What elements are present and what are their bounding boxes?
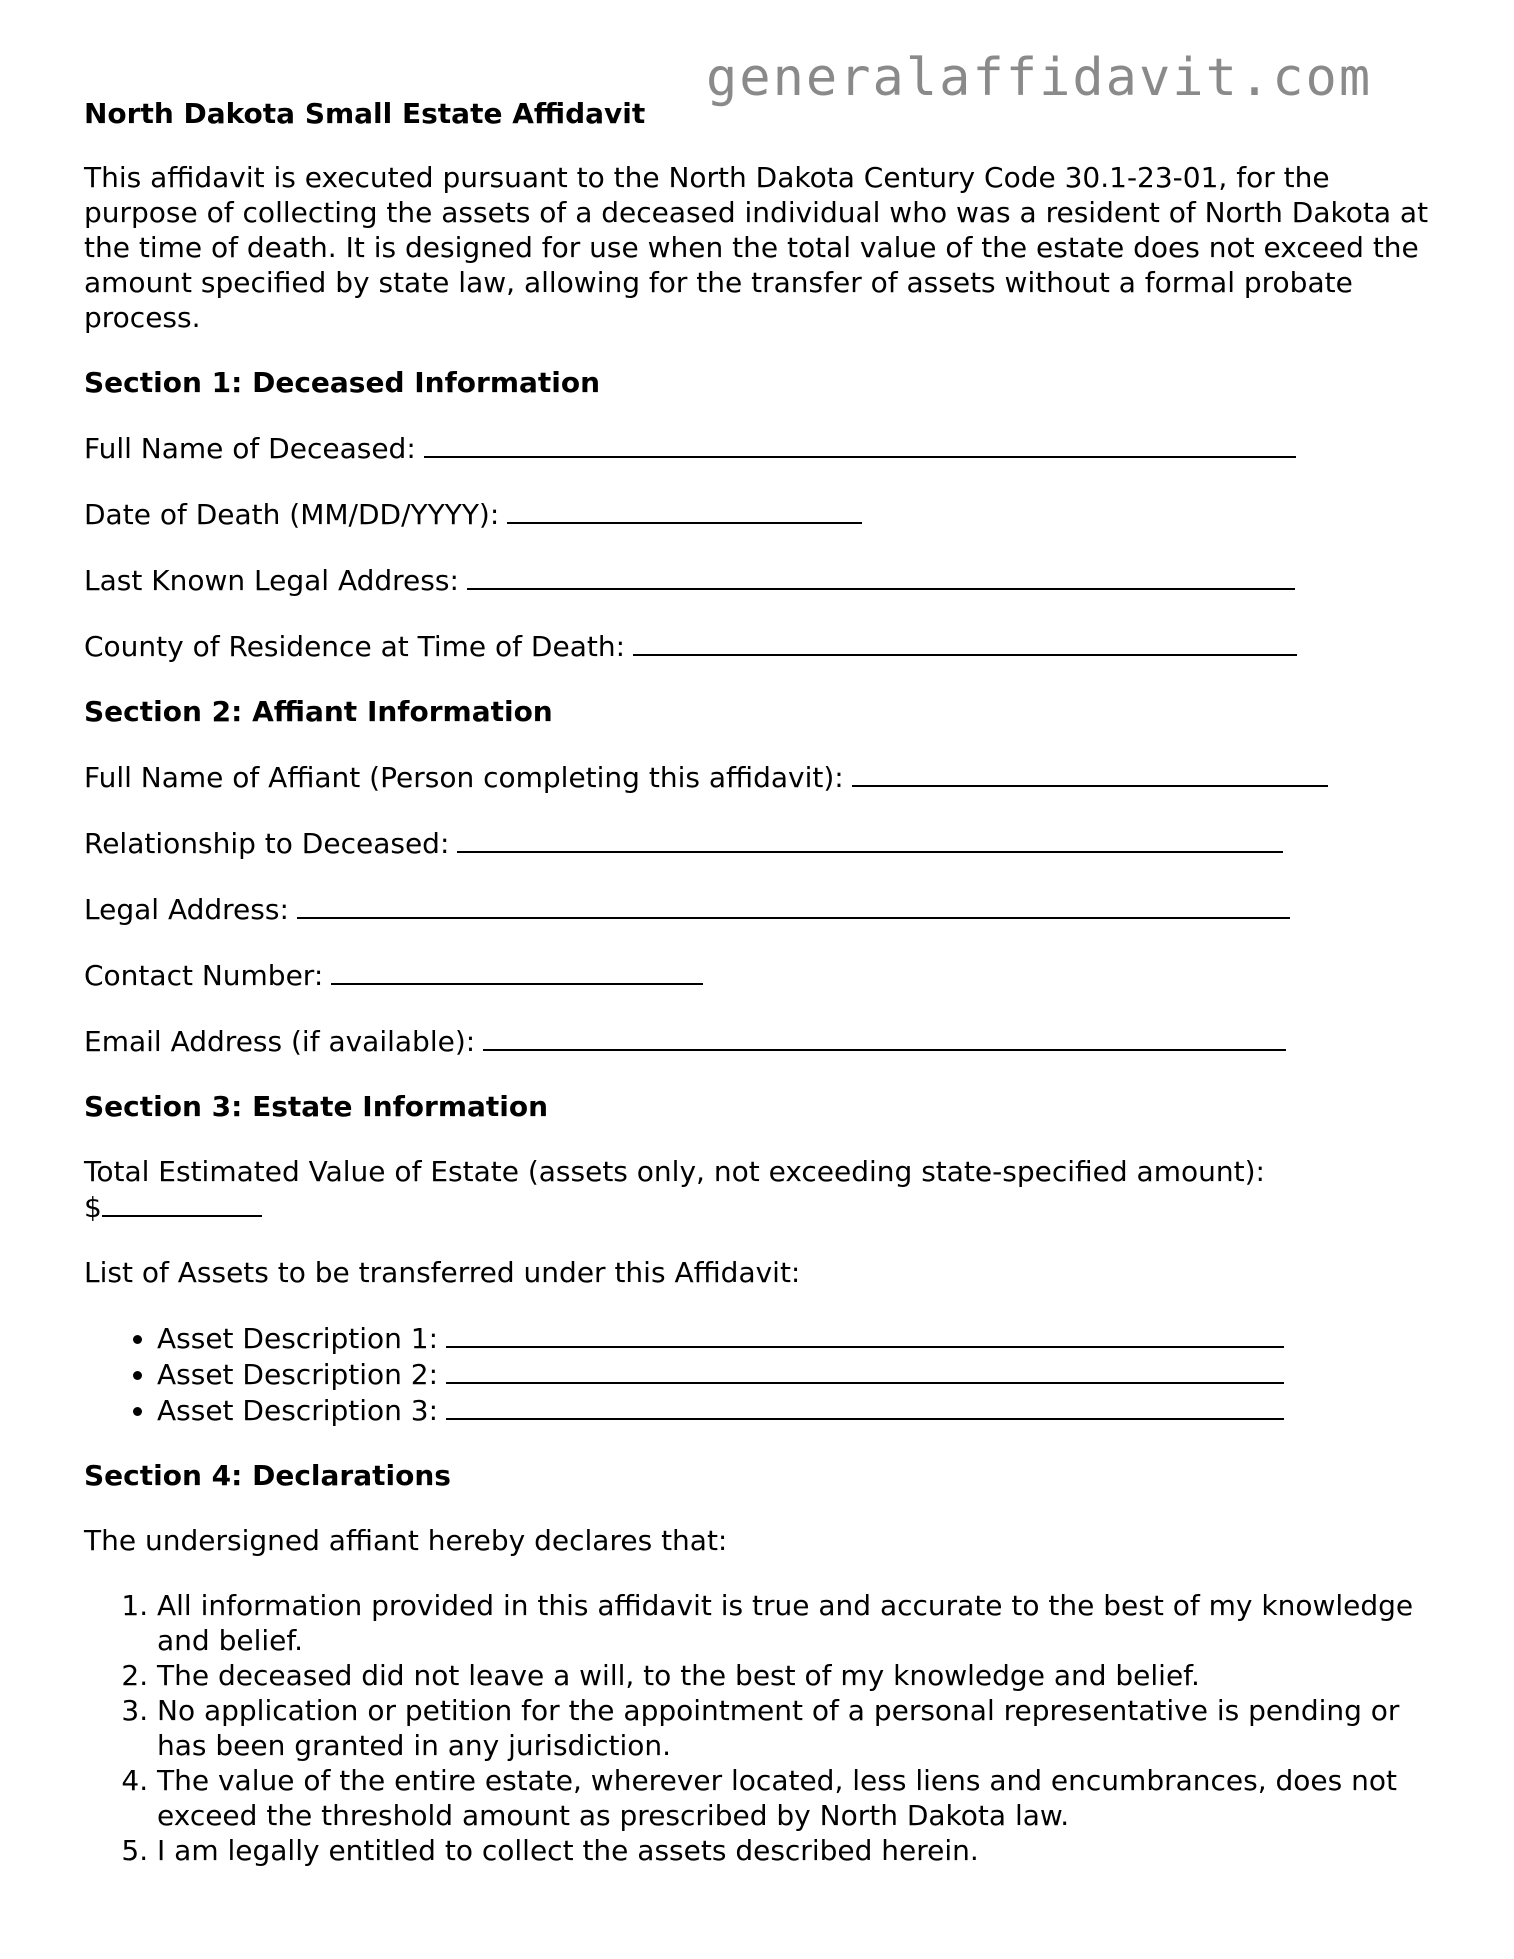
- relationship-field[interactable]: [84, 825, 1434, 861]
- asset-item-1[interactable]: [157, 1320, 1434, 1356]
- affiant-name-field[interactable]: [84, 759, 1434, 795]
- asset-3-label: Asset Description 3:: [157, 1394, 439, 1427]
- watermark: generalaffidavit.com: [706, 48, 1373, 108]
- county-field[interactable]: [84, 628, 1434, 664]
- declarations-list: [84, 1588, 1434, 1868]
- asset-1-label: Asset Description 1:: [157, 1322, 439, 1355]
- assets-list: [84, 1320, 1434, 1428]
- contact-number-field[interactable]: [84, 957, 1434, 993]
- document-body: [84, 96, 1434, 1868]
- currency-symbol: $: [84, 1191, 102, 1224]
- estate-value-label: Total Estimated Value of Estate (assets only, not exceeding state-specified amount):: [84, 1155, 1265, 1188]
- estate-value-blank[interactable]: [102, 1189, 262, 1217]
- declaration-item: 1. All information provided in this affidavit is true and accurate to the best of my knowledge and belief.: [157, 1588, 1434, 1658]
- declarations-intro: The undersigned affiant hereby declares that:: [84, 1524, 728, 1557]
- assets-list-label: List of Assets to be transferred under this Affidavit:: [84, 1256, 801, 1289]
- intro-paragraph: This affidavit is executed pursuant to the North Dakota Century Code 30.1-23-01, for the purpose of collecting the assets of a deceased individual who was a resident of North Dakota at the time of death. It is designed for use when the total value of the estate does not exceed the amount specified by state law, allowing for the transfer of assets without a formal probate process.: [84, 161, 1429, 334]
- email-blank[interactable]: [483, 1023, 1286, 1051]
- asset-2-blank[interactable]: [446, 1356, 1284, 1384]
- asset-1-blank[interactable]: [446, 1320, 1284, 1348]
- section-2-heading: Section 2: Affiant Information: [84, 695, 553, 728]
- contact-number-label: Contact Number:: [84, 959, 324, 992]
- email-label: Email Address (if available):: [84, 1025, 476, 1058]
- affiant-name-label: Full Name of Affiant (Person completing this affidavit):: [84, 761, 844, 794]
- county-label: County of Residence at Time of Death:: [84, 630, 626, 663]
- legal-address-blank[interactable]: [297, 891, 1290, 919]
- last-address-field[interactable]: [84, 562, 1434, 598]
- declaration-item: 3. No application or petition for the appointment of a personal representative is pending or has been granted in any jurisdiction.: [157, 1693, 1434, 1763]
- contact-number-blank[interactable]: [331, 957, 703, 985]
- county-blank[interactable]: [633, 628, 1297, 656]
- section-4-heading: Section 4: Declarations: [84, 1459, 451, 1492]
- section-3-heading: Section 3: Estate Information: [84, 1090, 549, 1123]
- last-address-label: Last Known Legal Address:: [84, 564, 459, 597]
- asset-item-3[interactable]: [157, 1392, 1434, 1428]
- email-field[interactable]: [84, 1023, 1434, 1059]
- declaration-item: 5. I am legally entitled to collect the assets described herein.: [157, 1833, 1434, 1868]
- deceased-name-label: Full Name of Deceased:: [84, 432, 416, 465]
- declaration-item: 2. The deceased did not leave a will, to the best of my knowledge and belief.: [157, 1658, 1434, 1693]
- deceased-name-field[interactable]: [84, 430, 1434, 466]
- estate-value-field[interactable]: [84, 1154, 1434, 1225]
- date-of-death-field[interactable]: [84, 496, 1434, 532]
- relationship-blank[interactable]: [457, 825, 1283, 853]
- deceased-name-blank[interactable]: [424, 430, 1296, 458]
- date-of-death-label: Date of Death (MM/DD/YYYY):: [84, 498, 500, 531]
- asset-item-2[interactable]: [157, 1356, 1434, 1392]
- date-of-death-blank[interactable]: [507, 496, 862, 524]
- asset-3-blank[interactable]: [446, 1392, 1284, 1420]
- last-address-blank[interactable]: [467, 562, 1295, 590]
- legal-address-label: Legal Address:: [84, 893, 289, 926]
- legal-address-field[interactable]: [84, 891, 1434, 927]
- asset-2-label: Asset Description 2:: [157, 1358, 439, 1391]
- section-1-heading: Section 1: Deceased Information: [84, 366, 601, 399]
- declaration-item: 4. The value of the entire estate, wherever located, less liens and encumbrances, does not exceed the threshold amount as prescribed by North Dakota law.: [157, 1763, 1434, 1833]
- relationship-label: Relationship to Deceased:: [84, 827, 450, 860]
- document-title: North Dakota Small Estate Affidavit: [84, 97, 646, 130]
- affiant-name-blank[interactable]: [852, 759, 1328, 787]
